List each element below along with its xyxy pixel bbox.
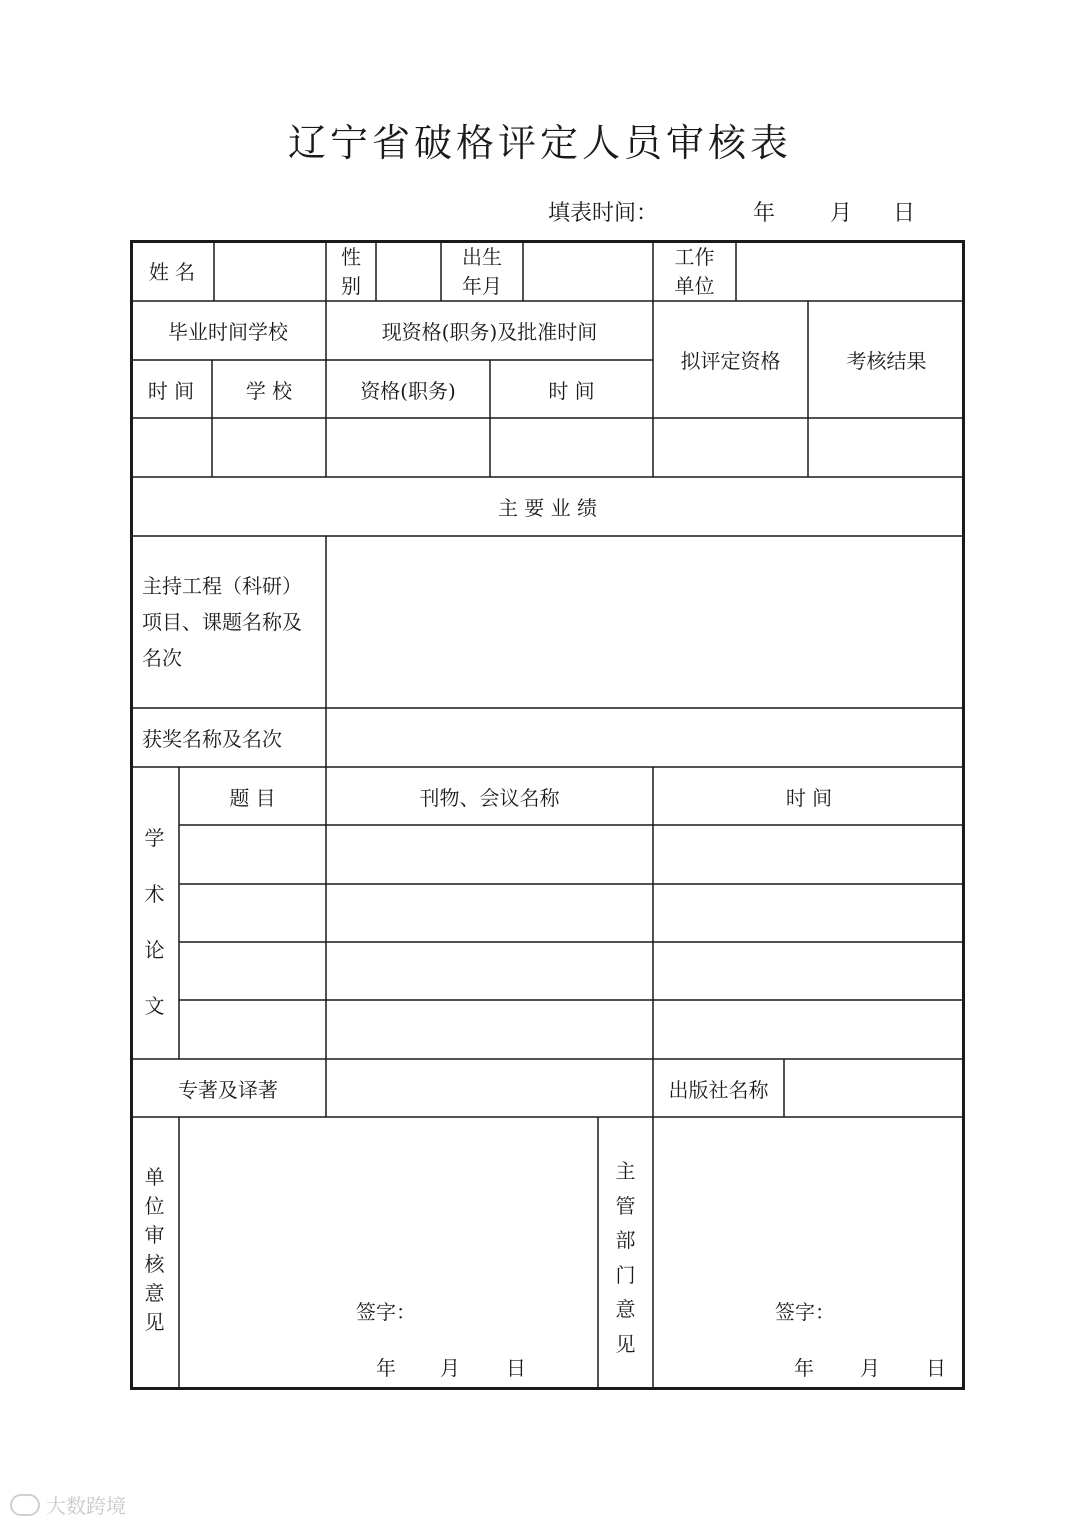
assessment-result-header: 考核结果: [846, 349, 927, 373]
gender-field[interactable]: [376, 240, 441, 301]
birth-field[interactable]: [523, 240, 653, 301]
paper-title-header: 题 目: [229, 785, 276, 810]
paper-title-field[interactable]: [179, 884, 326, 942]
department-opinion-field[interactable]: [653, 1117, 965, 1390]
dept-sign-label: 签字：: [775, 1300, 835, 1324]
birth-label: 出生 年月: [462, 245, 502, 298]
dept-date-day: 日: [926, 1356, 946, 1380]
proposed-qualification-field[interactable]: [653, 418, 808, 477]
grad-school-header: 学 校: [245, 378, 293, 403]
paper-time-field[interactable]: [653, 884, 965, 942]
publisher-label: 出版社名称: [668, 1077, 769, 1102]
fill-time-year: 年: [753, 201, 776, 226]
publisher-field[interactable]: [784, 1059, 965, 1117]
fill-time-day: 日: [893, 201, 916, 226]
proposed-qualification-header: 拟评定资格: [680, 349, 781, 373]
achievements-header: 主 要 业 绩: [497, 496, 598, 520]
journal-field[interactable]: [326, 942, 653, 1000]
approval-time-header: 时 间: [548, 378, 595, 403]
grad-time-header: 时 间: [147, 378, 195, 403]
unit-sign-label: 签字：: [356, 1300, 416, 1324]
awards-label: 获奖名称及名次: [142, 727, 282, 751]
form-title: 辽宁省破格评定人员审核表: [287, 121, 792, 165]
review-form-table: [130, 240, 965, 1390]
awards-field[interactable]: [326, 708, 965, 767]
unit-opinion-label: 单 位 审 核 意 见: [144, 1165, 165, 1334]
fill-time-label: 填表时间：: [548, 201, 659, 226]
watermark: 大数跨境: [10, 1490, 126, 1519]
journal-field[interactable]: [326, 1000, 653, 1059]
projects-field[interactable]: [326, 536, 965, 708]
dept-date-month: 月: [860, 1356, 880, 1380]
department-opinion-label: 主 管 部 门 意 见: [615, 1159, 636, 1356]
fill-time-month: 月: [830, 201, 853, 226]
paper-title-field[interactable]: [179, 942, 326, 1000]
journal-field[interactable]: [326, 884, 653, 942]
watermark-logo-icon: [10, 1494, 40, 1516]
approval-time-field[interactable]: [490, 418, 653, 477]
name-field[interactable]: [214, 240, 326, 301]
assessment-result-field[interactable]: [808, 418, 965, 477]
dept-date-year: 年: [794, 1356, 814, 1380]
paper-time-header: 时 间: [785, 785, 833, 810]
qualification-header: 现资格(职务)及批准时间: [381, 320, 598, 344]
paper-time-field[interactable]: [653, 1000, 965, 1059]
monograph-label: 专著及译著: [178, 1077, 278, 1102]
unit-date-day: 日: [506, 1356, 526, 1380]
work-unit-field[interactable]: [736, 240, 965, 301]
paper-title-field[interactable]: [179, 825, 326, 884]
projects-label: 主持工程（科研） 项目、课题名称及 名次: [142, 574, 302, 670]
monograph-field[interactable]: [326, 1059, 653, 1117]
paper-time-field[interactable]: [653, 942, 965, 1000]
grad-time-field[interactable]: [130, 418, 212, 477]
unit-date-month: 月: [440, 1356, 460, 1380]
academic-papers-label: 学 术 论 文: [144, 826, 165, 1018]
qualification-field[interactable]: [326, 418, 490, 477]
journal-field[interactable]: [326, 825, 653, 884]
paper-time-field[interactable]: [653, 825, 965, 884]
qualification-col-header: 资格(职务): [360, 378, 456, 403]
paper-title-field[interactable]: [179, 1000, 326, 1059]
journal-header: 刊物、会议名称: [419, 785, 560, 810]
unit-opinion-field[interactable]: [179, 1117, 598, 1390]
name-label: 姓 名: [148, 260, 196, 284]
gender-label: 性 别: [341, 245, 361, 298]
work-unit-label: 工作 单位: [674, 245, 715, 298]
unit-date-year: 年: [376, 1356, 396, 1380]
grad-school-field[interactable]: [212, 418, 326, 477]
graduation-header: 毕业时间学校: [168, 320, 288, 344]
